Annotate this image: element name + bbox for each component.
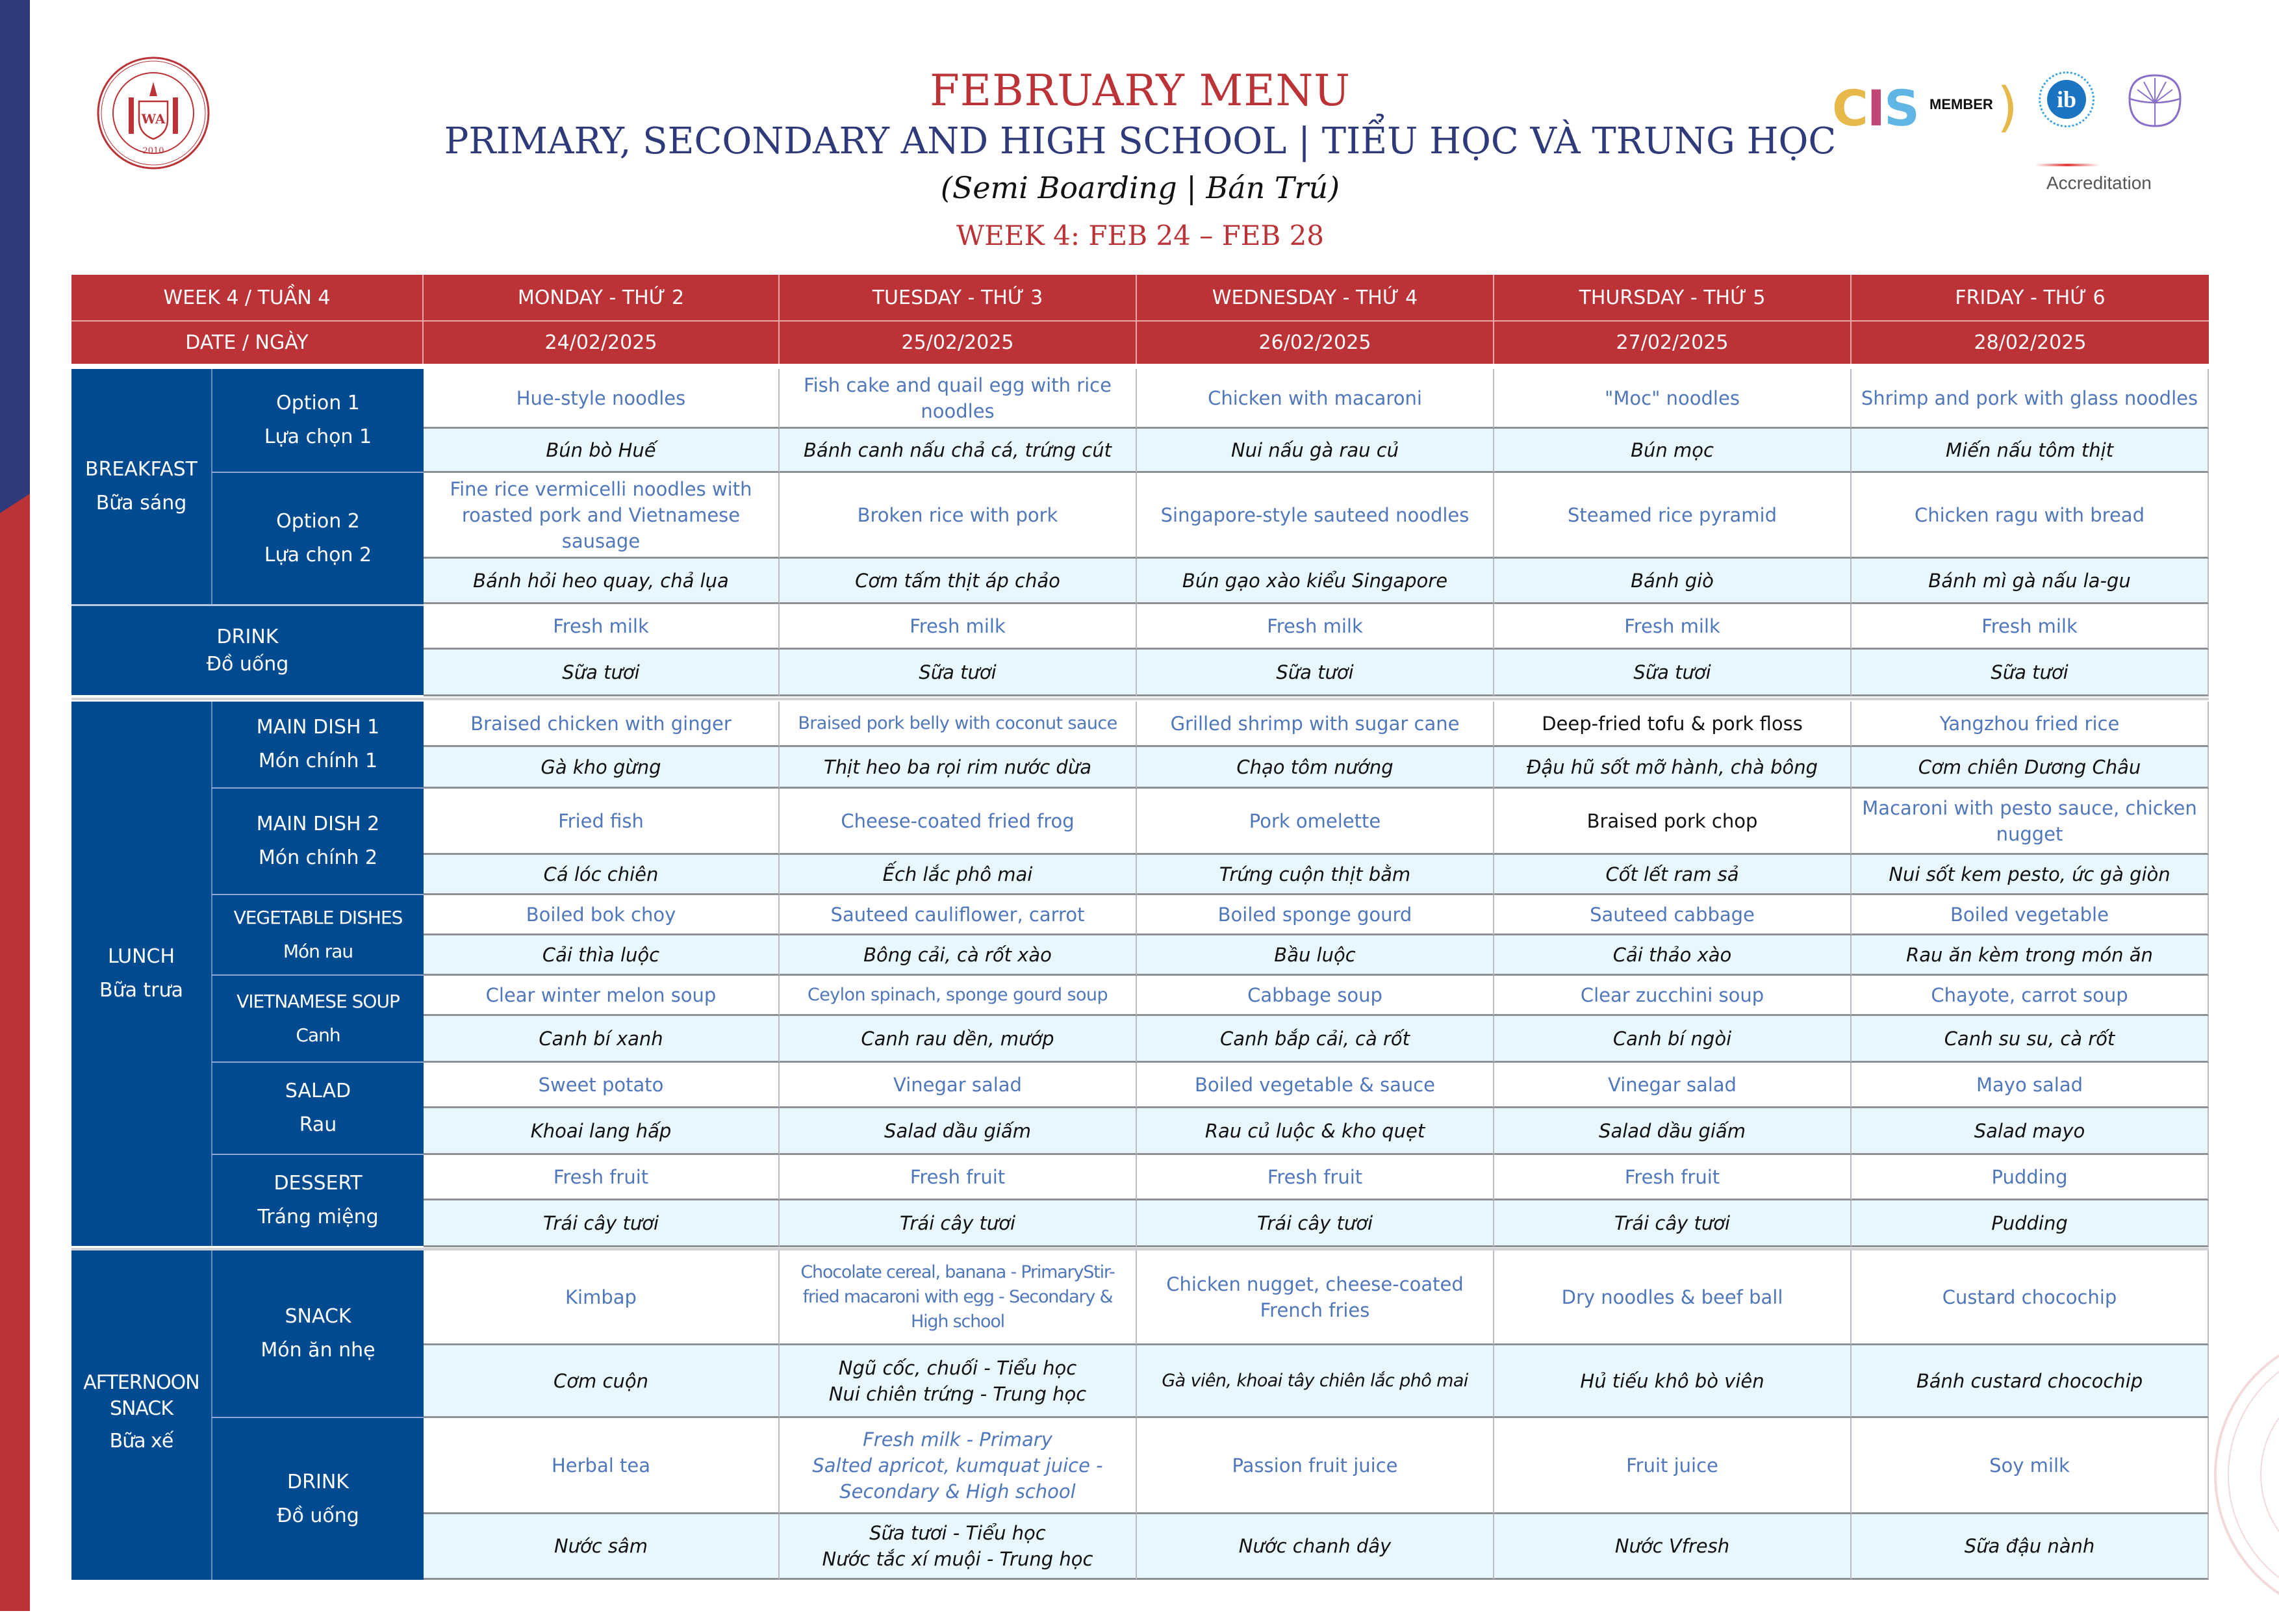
day-header-tuesday: TUESDAY - THỨ 3 <box>780 275 1137 322</box>
menu-cell: Bánh mì gà nấu la-gu <box>1852 559 2209 604</box>
menu-cell: Singapore-style sauteed noodles <box>1137 473 1494 559</box>
week-range: WEEK 4: FEB 24 – FEB 28 <box>956 220 1325 251</box>
menu-cell: Fresh milk <box>780 604 1137 650</box>
menu-cell: Cơm tấm thịt áp chảo <box>780 559 1137 604</box>
menu-cell: Boiled vegetable & sauce <box>1137 1063 1494 1108</box>
svg-text:WA: WA <box>141 111 166 127</box>
section-divider <box>71 698 2209 700</box>
menu-cell: Fresh fruit <box>780 1155 1137 1200</box>
day-header-wednesday: WEDNESDAY - THỨ 4 <box>1137 275 1494 322</box>
side-stripe-red <box>0 494 30 1611</box>
menu-cell: Trái cây tươi <box>1137 1200 1494 1247</box>
menu-cell: Chạo tôm nướng <box>1137 747 1494 789</box>
menu-cell: Sauteed cabbage <box>1494 895 1852 935</box>
menu-cell: Canh su su, cà rốt <box>1852 1016 2209 1063</box>
page-subtitle: PRIMARY, SECONDARY AND HIGH SCHOOL | TIỂU HỌC VÀ TRUNG HỌC <box>444 120 1837 162</box>
menu-cell: Herbal tea <box>424 1418 780 1514</box>
menu-cell: Bún bò Huế <box>424 429 780 473</box>
menu-cell: Fine rice vermicelli noodles with roasted pork and Vietnamese sausage <box>424 473 780 559</box>
menu-cell: Ếch lắc phô mai <box>780 855 1137 895</box>
menu-cell: Cải thảo xào <box>1494 935 1852 976</box>
menu-cell: Fried fish <box>424 789 780 855</box>
row-label-main-dish-1: MAIN DISH 1 Món chính 1 <box>211 702 424 789</box>
menu-cell: Soy milk <box>1852 1418 2209 1514</box>
menu-cell: Mayo salad <box>1852 1063 2209 1108</box>
menu-cell: Gà kho gừng <box>424 747 780 789</box>
menu-cell: Fish cake and quail egg with rice noodles <box>780 369 1137 429</box>
school-seal-logo <box>96 56 210 170</box>
row-label-main-dish-2: MAIN DISH 2 Món chính 2 <box>211 789 424 895</box>
meal-label-afternoon-snack: AFTERNOON SNACK Bữa xế <box>71 1250 211 1580</box>
menu-cell: Sauteed cauliflower, carrot <box>780 895 1137 935</box>
row-label-salad: SALAD Rau <box>211 1063 424 1155</box>
date-tuesday: 25/02/2025 <box>780 322 1137 364</box>
menu-cell: Boiled sponge gourd <box>1137 895 1494 935</box>
menu-cell: Shrimp and pork with glass noodles <box>1852 369 2209 429</box>
accreditation-badges <box>1832 65 2196 193</box>
date-friday: 28/02/2025 <box>1852 322 2209 364</box>
menu-cell: Thịt heo ba rọi rim nước dừa <box>780 747 1137 789</box>
menu-cell: Dry noodles & beef ball <box>1494 1250 1852 1345</box>
row-label-afternoon-drink: DRINK Đồ uống <box>211 1418 424 1580</box>
menu-cell: Deep-fried tofu & pork floss <box>1494 702 1852 747</box>
menu-cell: Cải thìa luộc <box>424 935 780 976</box>
cis-member-label: MEMBER <box>1929 96 1993 112</box>
menu-cell: Salad dầu giấm <box>1494 1108 1852 1155</box>
row-label-vietnamese-soup: VIETNAMESE SOUP Canh <box>211 976 424 1063</box>
date-label-header: DATE / NGÀY <box>71 322 424 364</box>
side-stripe-navy <box>0 0 30 520</box>
menu-cell: Vinegar salad <box>780 1063 1137 1108</box>
menu-cell: Steamed rice pyramid <box>1494 473 1852 559</box>
menu-cell: Bánh custard chocochip <box>1852 1345 2209 1418</box>
svg-text:2010: 2010 <box>142 146 164 156</box>
menu-cell-multiline: Fresh milk - Primary Salted apricot, kumquat juice - Secondary & High school <box>780 1418 1137 1514</box>
cis-logo: CIS <box>1832 79 1918 137</box>
menu-cell: Ceylon spinach, sponge gourd soup <box>780 976 1137 1016</box>
menu-cell: Fresh fruit <box>1137 1155 1494 1200</box>
menu-cell: Bầu luộc <box>1137 935 1494 976</box>
menu-cell: Nước Vfresh <box>1494 1514 1852 1580</box>
menu-cell: Salad dầu giấm <box>780 1108 1137 1155</box>
menu-cell: Pudding <box>1852 1200 2209 1247</box>
row-label-option-1: Option 1 Lựa chọn 1 <box>211 369 424 473</box>
day-header-monday: MONDAY - THỨ 2 <box>424 275 780 322</box>
menu-cell: Bánh canh nấu chả cá, trứng cút <box>780 429 1137 473</box>
accreditation-label: Accreditation <box>2046 173 2152 193</box>
menu-cell: Fresh milk <box>1137 604 1494 650</box>
menu-cell: Fresh milk <box>424 604 780 650</box>
menu-cell: Vinegar salad <box>1494 1063 1852 1108</box>
menu-cell: Braised chicken with ginger <box>424 702 780 747</box>
menu-cell: "Moc" noodles <box>1494 369 1852 429</box>
row-label-option-2: Option 2 Lựa chọn 2 <box>211 473 424 604</box>
menu-cell: Cá lóc chiên <box>424 855 780 895</box>
menu-cell: Fresh milk <box>1494 604 1852 650</box>
program-label: (Semi Boarding | Bán Trú) <box>940 170 1340 205</box>
ib-world-school-logo: ib <box>2039 71 2094 127</box>
menu-cell: Macaroni with pesto sauce, chicken nugget <box>1852 789 2209 855</box>
menu-cell-multiline: Sữa tươi - Tiểu học Nước tắc xí muội - Trung học <box>780 1514 1137 1580</box>
menu-cell: Clear zucchini soup <box>1494 976 1852 1016</box>
menu-cell: Yangzhou fried rice <box>1852 702 2209 747</box>
menu-cell: Hủ tiếu khô bò viên <box>1494 1345 1852 1418</box>
menu-cell: Bông cải, cà rốt xào <box>780 935 1137 976</box>
menu-cell: Trái cây tươi <box>780 1200 1137 1247</box>
menu-cell: Canh bắp cải, cà rốt <box>1137 1016 1494 1063</box>
menu-cell: Boiled bok choy <box>424 895 780 935</box>
menu-cell: Nước chanh dây <box>1137 1514 1494 1580</box>
week-label-header: WEEK 4 / TUẦN 4 <box>71 275 424 322</box>
menu-cell: Nui sốt kem pesto, ức gà giòn <box>1852 855 2209 895</box>
menu-cell: Chicken with macaroni <box>1137 369 1494 429</box>
date-wednesday: 26/02/2025 <box>1137 322 1494 364</box>
menu-cell: Cơm cuộn <box>424 1345 780 1418</box>
menu-cell: Passion fruit juice <box>1137 1418 1494 1514</box>
menu-cell: Hue-style noodles <box>424 369 780 429</box>
menu-cell: Rau ăn kèm trong món ăn <box>1852 935 2209 976</box>
meal-label-breakfast: BREAKFAST Bữa sáng <box>71 369 211 604</box>
menu-cell: Cheese-coated fried frog <box>780 789 1137 855</box>
menu-cell: Bánh hỏi heo quay, chả lụa <box>424 559 780 604</box>
day-header-friday: FRIDAY - THỨ 6 <box>1852 275 2209 322</box>
menu-cell: Sữa đậu nành <box>1852 1514 2209 1580</box>
menu-cell: Braised pork belly with coconut sauce <box>780 702 1137 747</box>
accreditation-divider <box>2035 164 2100 166</box>
menu-cell: Gà viên, khoai tây chiên lắc phô mai <box>1137 1345 1494 1418</box>
menu-cell: Cốt lết ram sả <box>1494 855 1852 895</box>
menu-cell: Fresh fruit <box>1494 1155 1852 1200</box>
menu-cell: Fresh milk <box>1852 604 2209 650</box>
menu-cell: Boiled vegetable <box>1852 895 2209 935</box>
menu-cell: Sữa tươi <box>1494 650 1852 696</box>
menu-cell: Salad mayo <box>1852 1108 2209 1155</box>
menu-cell: Sữa tươi <box>1852 650 2209 696</box>
menu-cell: Cabbage soup <box>1137 976 1494 1016</box>
menu-cell: Chicken nugget, cheese-coated French fries <box>1137 1250 1494 1345</box>
menu-cell: Trái cây tươi <box>1494 1200 1852 1247</box>
menu-cell: Canh rau dền, mướp <box>780 1016 1137 1063</box>
menu-cell: Broken rice with pork <box>780 473 1137 559</box>
menu-cell: Sữa tươi <box>1137 650 1494 696</box>
menu-cell: Nước sâm <box>424 1514 780 1580</box>
menu-cell: Trứng cuộn thịt bằm <box>1137 855 1494 895</box>
menu-cell: Bún mọc <box>1494 429 1852 473</box>
row-label-snack: SNACK Món ăn nhẹ <box>211 1250 424 1418</box>
menu-cell: Clear winter melon soup <box>424 976 780 1016</box>
menu-cell: Canh bí ngòi <box>1494 1016 1852 1063</box>
menu-cell: Đậu hũ sốt mỡ hành, chà bông <box>1494 747 1852 789</box>
row-label-vegetable-dishes: VEGETABLE DISHES Món rau <box>211 895 424 976</box>
menu-cell: Canh bí xanh <box>424 1016 780 1063</box>
menu-cell: Chicken ragu with bread <box>1852 473 2209 559</box>
menu-cell: Trái cây tươi <box>424 1200 780 1247</box>
menu-cell: Chocolate cereal, banana - PrimaryStir-fried macaroni with egg - Secondary & High school <box>780 1250 1137 1345</box>
menu-cell: Nui nấu gà rau củ <box>1137 429 1494 473</box>
day-header-thursday: THURSDAY - THỨ 5 <box>1494 275 1852 322</box>
menu-cell: Miến nấu tôm thịt <box>1852 429 2209 473</box>
tree-accreditation-icon <box>2124 73 2185 129</box>
menu-cell: Kimbap <box>424 1250 780 1345</box>
menu-cell: Braised pork chop <box>1494 789 1852 855</box>
menu-cell: Cơm chiên Dương Châu <box>1852 747 2209 789</box>
menu-cell: Chayote, carrot soup <box>1852 976 2209 1016</box>
menu-cell: Sweet potato <box>424 1063 780 1108</box>
meal-label-lunch: LUNCH Bữa trưa <box>71 702 211 1246</box>
menu-cell: Grilled shrimp with sugar cane <box>1137 702 1494 747</box>
title-block <box>390 65 1891 259</box>
page-title: FEBRUARY MENU <box>930 66 1351 116</box>
menu-cell: Custard chocochip <box>1852 1250 2209 1345</box>
menu-cell: Pudding <box>1852 1155 2209 1200</box>
row-label-breakfast-drink: DRINK Đồ uống <box>71 604 424 695</box>
menu-cell: Sữa tươi <box>780 650 1137 696</box>
menu-cell: Pork omelette <box>1137 789 1494 855</box>
menu-cell: Fruit juice <box>1494 1418 1852 1514</box>
seal-watermark <box>2163 1325 2279 1624</box>
date-monday: 24/02/2025 <box>424 322 780 364</box>
menu-cell: Bánh giò <box>1494 559 1852 604</box>
menu-cell: Fresh fruit <box>424 1155 780 1200</box>
cis-bracket-icon: ) <box>1997 77 2018 138</box>
menu-cell-multiline: Ngũ cốc, chuối - Tiểu học Nui chiên trứng - Trung học <box>780 1345 1137 1418</box>
menu-cell: Khoai lang hấp <box>424 1108 780 1155</box>
row-label-dessert: DESSERT Tráng miệng <box>211 1155 424 1246</box>
date-thursday: 27/02/2025 <box>1494 322 1852 364</box>
menu-cell: Sữa tươi <box>424 650 780 696</box>
menu-cell: Bún gạo xào kiểu Singapore <box>1137 559 1494 604</box>
menu-cell: Rau củ luộc & kho quẹt <box>1137 1108 1494 1155</box>
